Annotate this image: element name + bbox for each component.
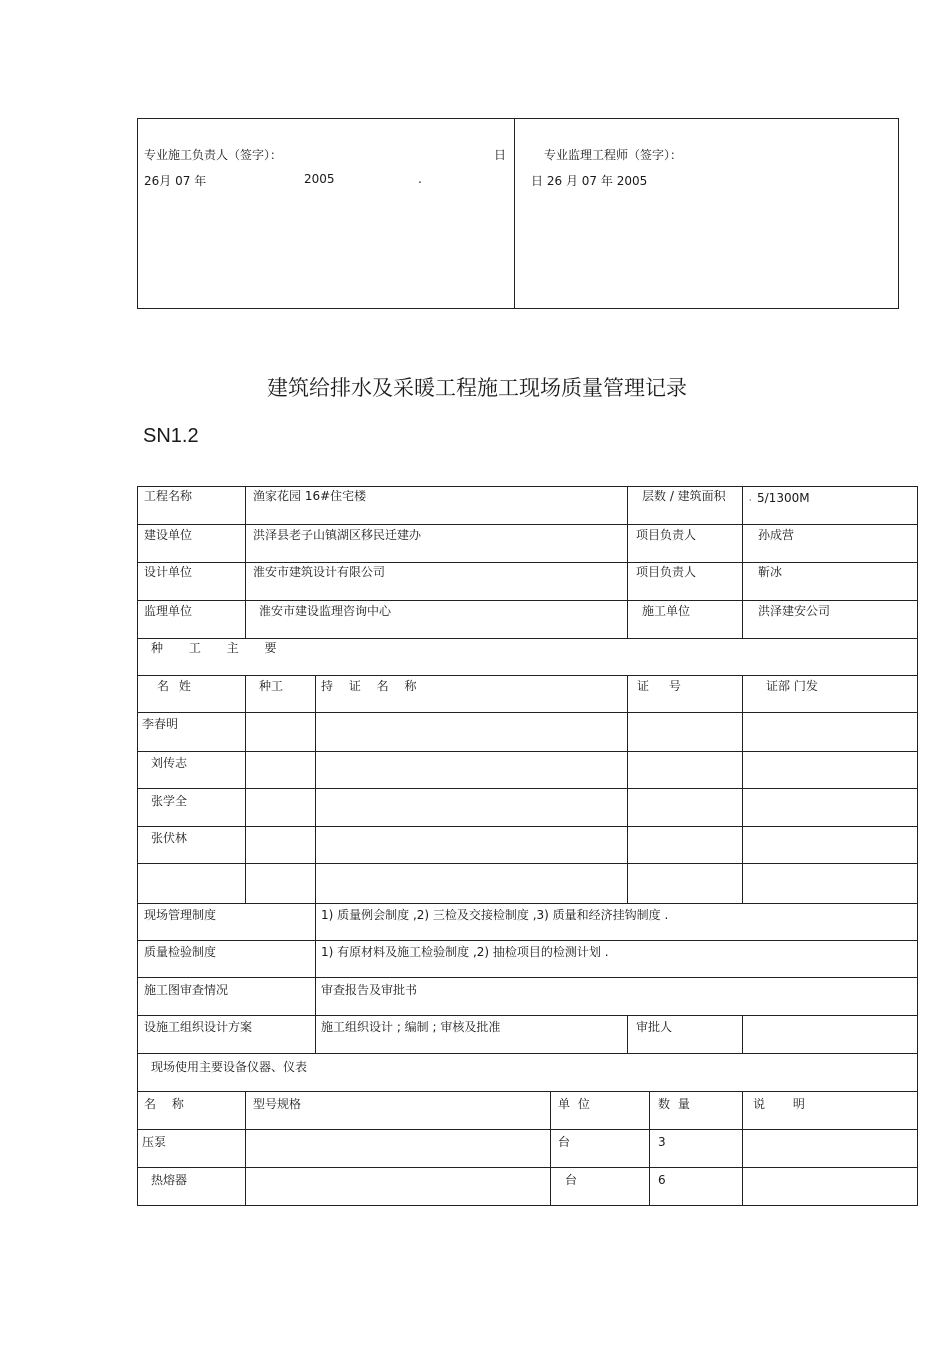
equip-qty: 3 bbox=[658, 1135, 666, 1149]
row-divider bbox=[137, 524, 918, 525]
header-cert-name: 持 证 名 称 bbox=[321, 679, 423, 693]
row-divider bbox=[137, 903, 918, 904]
row-divider bbox=[137, 977, 918, 978]
col-divider bbox=[245, 675, 246, 903]
row-divider bbox=[137, 863, 918, 864]
left-date-year: 2005 bbox=[304, 172, 335, 186]
design-unit-label: 设计单位 bbox=[144, 565, 193, 579]
row-divider bbox=[137, 600, 918, 601]
design-unit: 淮安市建筑设计有限公司 bbox=[253, 565, 386, 579]
left-date-dot: . bbox=[418, 172, 422, 186]
equip-name: 热熔器 bbox=[151, 1173, 188, 1187]
construction-unit-label: 建设单位 bbox=[144, 528, 193, 542]
pm2-label: 项目负责人 bbox=[636, 565, 697, 579]
row-divider bbox=[137, 1091, 918, 1092]
equip-name: 压泵 bbox=[142, 1135, 167, 1149]
col-divider bbox=[742, 1091, 743, 1206]
site-mgmt-value: 1) 质量例会制度 ,2) 三检及交接检制度 ,3) 质量和经济挂钩制度 . bbox=[321, 908, 669, 922]
col-divider bbox=[315, 903, 316, 1053]
pm1-value: 孙成营 bbox=[758, 528, 795, 542]
plan-label: 设施工组织设计方案 bbox=[144, 1020, 253, 1034]
supervision-unit: 淮安市建设监理咨询中心 bbox=[259, 604, 392, 618]
col-divider bbox=[315, 675, 316, 903]
row-divider bbox=[137, 826, 918, 827]
equip-header-name: 名 称 bbox=[144, 1097, 190, 1111]
approver-label: 审批人 bbox=[636, 1020, 673, 1034]
row-divider bbox=[137, 1015, 918, 1016]
right-date: 日 26 月 07 年 2005 bbox=[531, 174, 648, 188]
project-name-label: 工程名称 bbox=[144, 489, 193, 503]
col-divider bbox=[627, 1015, 628, 1053]
site-mgmt-label: 现场管理制度 bbox=[144, 908, 217, 922]
col-divider bbox=[649, 1091, 650, 1206]
equip-unit: 台 bbox=[558, 1135, 571, 1149]
quality-label: 质量检验制度 bbox=[144, 945, 217, 959]
equipment-section-label: 现场使用主要设备仪器、仪表 bbox=[151, 1060, 308, 1074]
left-day-char: 日 bbox=[494, 148, 507, 162]
row-divider bbox=[137, 940, 918, 941]
row-divider bbox=[137, 638, 918, 639]
col-divider bbox=[550, 1091, 551, 1206]
signature-divider bbox=[514, 118, 515, 309]
left-date-day: 26月 07 年 bbox=[144, 174, 207, 188]
left-signature-label: 专业施工负责人（签字）： bbox=[144, 148, 283, 162]
col-divider bbox=[742, 1015, 743, 1053]
worker-name: 张伏林 bbox=[151, 831, 188, 845]
col-divider bbox=[742, 486, 743, 638]
pm1-label: 项目负责人 bbox=[636, 528, 697, 542]
form-code: SN1.2 bbox=[143, 425, 199, 447]
page-title: 建筑给排水及采暖工程施工现场质量管理记录 bbox=[267, 376, 687, 400]
floors-mark: 、 bbox=[749, 494, 756, 502]
row-divider bbox=[137, 675, 918, 676]
workers-section-label: 种 工 主 要 bbox=[151, 641, 288, 655]
drawing-label: 施工图审查情况 bbox=[144, 983, 229, 997]
equip-header-qty: 数 量 bbox=[658, 1097, 692, 1111]
row-divider bbox=[137, 751, 918, 752]
worker-name: 刘传志 bbox=[151, 756, 188, 770]
header-cert-no: 证 号 bbox=[637, 679, 689, 693]
quality-value: 1) 有原材料及施工检验制度 ,2) 抽检项目的检测计划 . bbox=[321, 945, 609, 959]
construction-unit: 洪泽县老子山镇湖区移民迁建办 bbox=[253, 528, 422, 542]
equip-header-unit: 单 位 bbox=[558, 1097, 592, 1111]
row-divider bbox=[137, 788, 918, 789]
equip-header-note: 说 明 bbox=[753, 1097, 817, 1111]
pm2-value: 靳冰 bbox=[758, 565, 783, 579]
floors-label: 层数 / 建筑面积 bbox=[642, 489, 726, 503]
right-signature-label: 专业监理工程师（签字）： bbox=[544, 148, 683, 162]
row-divider bbox=[137, 1167, 918, 1168]
row-divider bbox=[137, 562, 918, 563]
floors-value: 5/1300M bbox=[757, 491, 810, 505]
col-divider bbox=[627, 486, 628, 638]
equip-qty: 6 bbox=[658, 1173, 666, 1187]
contractor-label: 施工单位 bbox=[642, 604, 691, 618]
worker-name: 张学全 bbox=[151, 794, 188, 808]
worker-name: 李春明 bbox=[142, 717, 179, 731]
equip-unit: 台 bbox=[565, 1173, 578, 1187]
col-divider bbox=[742, 675, 743, 903]
col-divider bbox=[245, 486, 246, 638]
row-divider bbox=[137, 1129, 918, 1130]
supervision-unit-label: 监理单位 bbox=[144, 604, 193, 618]
row-divider bbox=[137, 712, 918, 713]
header-name: 名 姓 bbox=[157, 679, 194, 693]
col-divider bbox=[245, 1091, 246, 1206]
plan-value: 施工组织设计 ; 编制 ; 审核及批准 bbox=[321, 1020, 501, 1034]
project-name: 渔家花园 16#住宅楼 bbox=[253, 489, 367, 503]
col-divider bbox=[627, 675, 628, 903]
equip-header-model: 型号规格 bbox=[253, 1097, 302, 1111]
header-trade: 种工 bbox=[259, 679, 284, 693]
drawing-value: 审查报告及审批书 bbox=[321, 983, 418, 997]
row-divider bbox=[137, 1053, 918, 1054]
contractor-value: 洪泽建安公司 bbox=[758, 604, 831, 618]
header-issuer: 证部 门发 bbox=[766, 679, 818, 693]
